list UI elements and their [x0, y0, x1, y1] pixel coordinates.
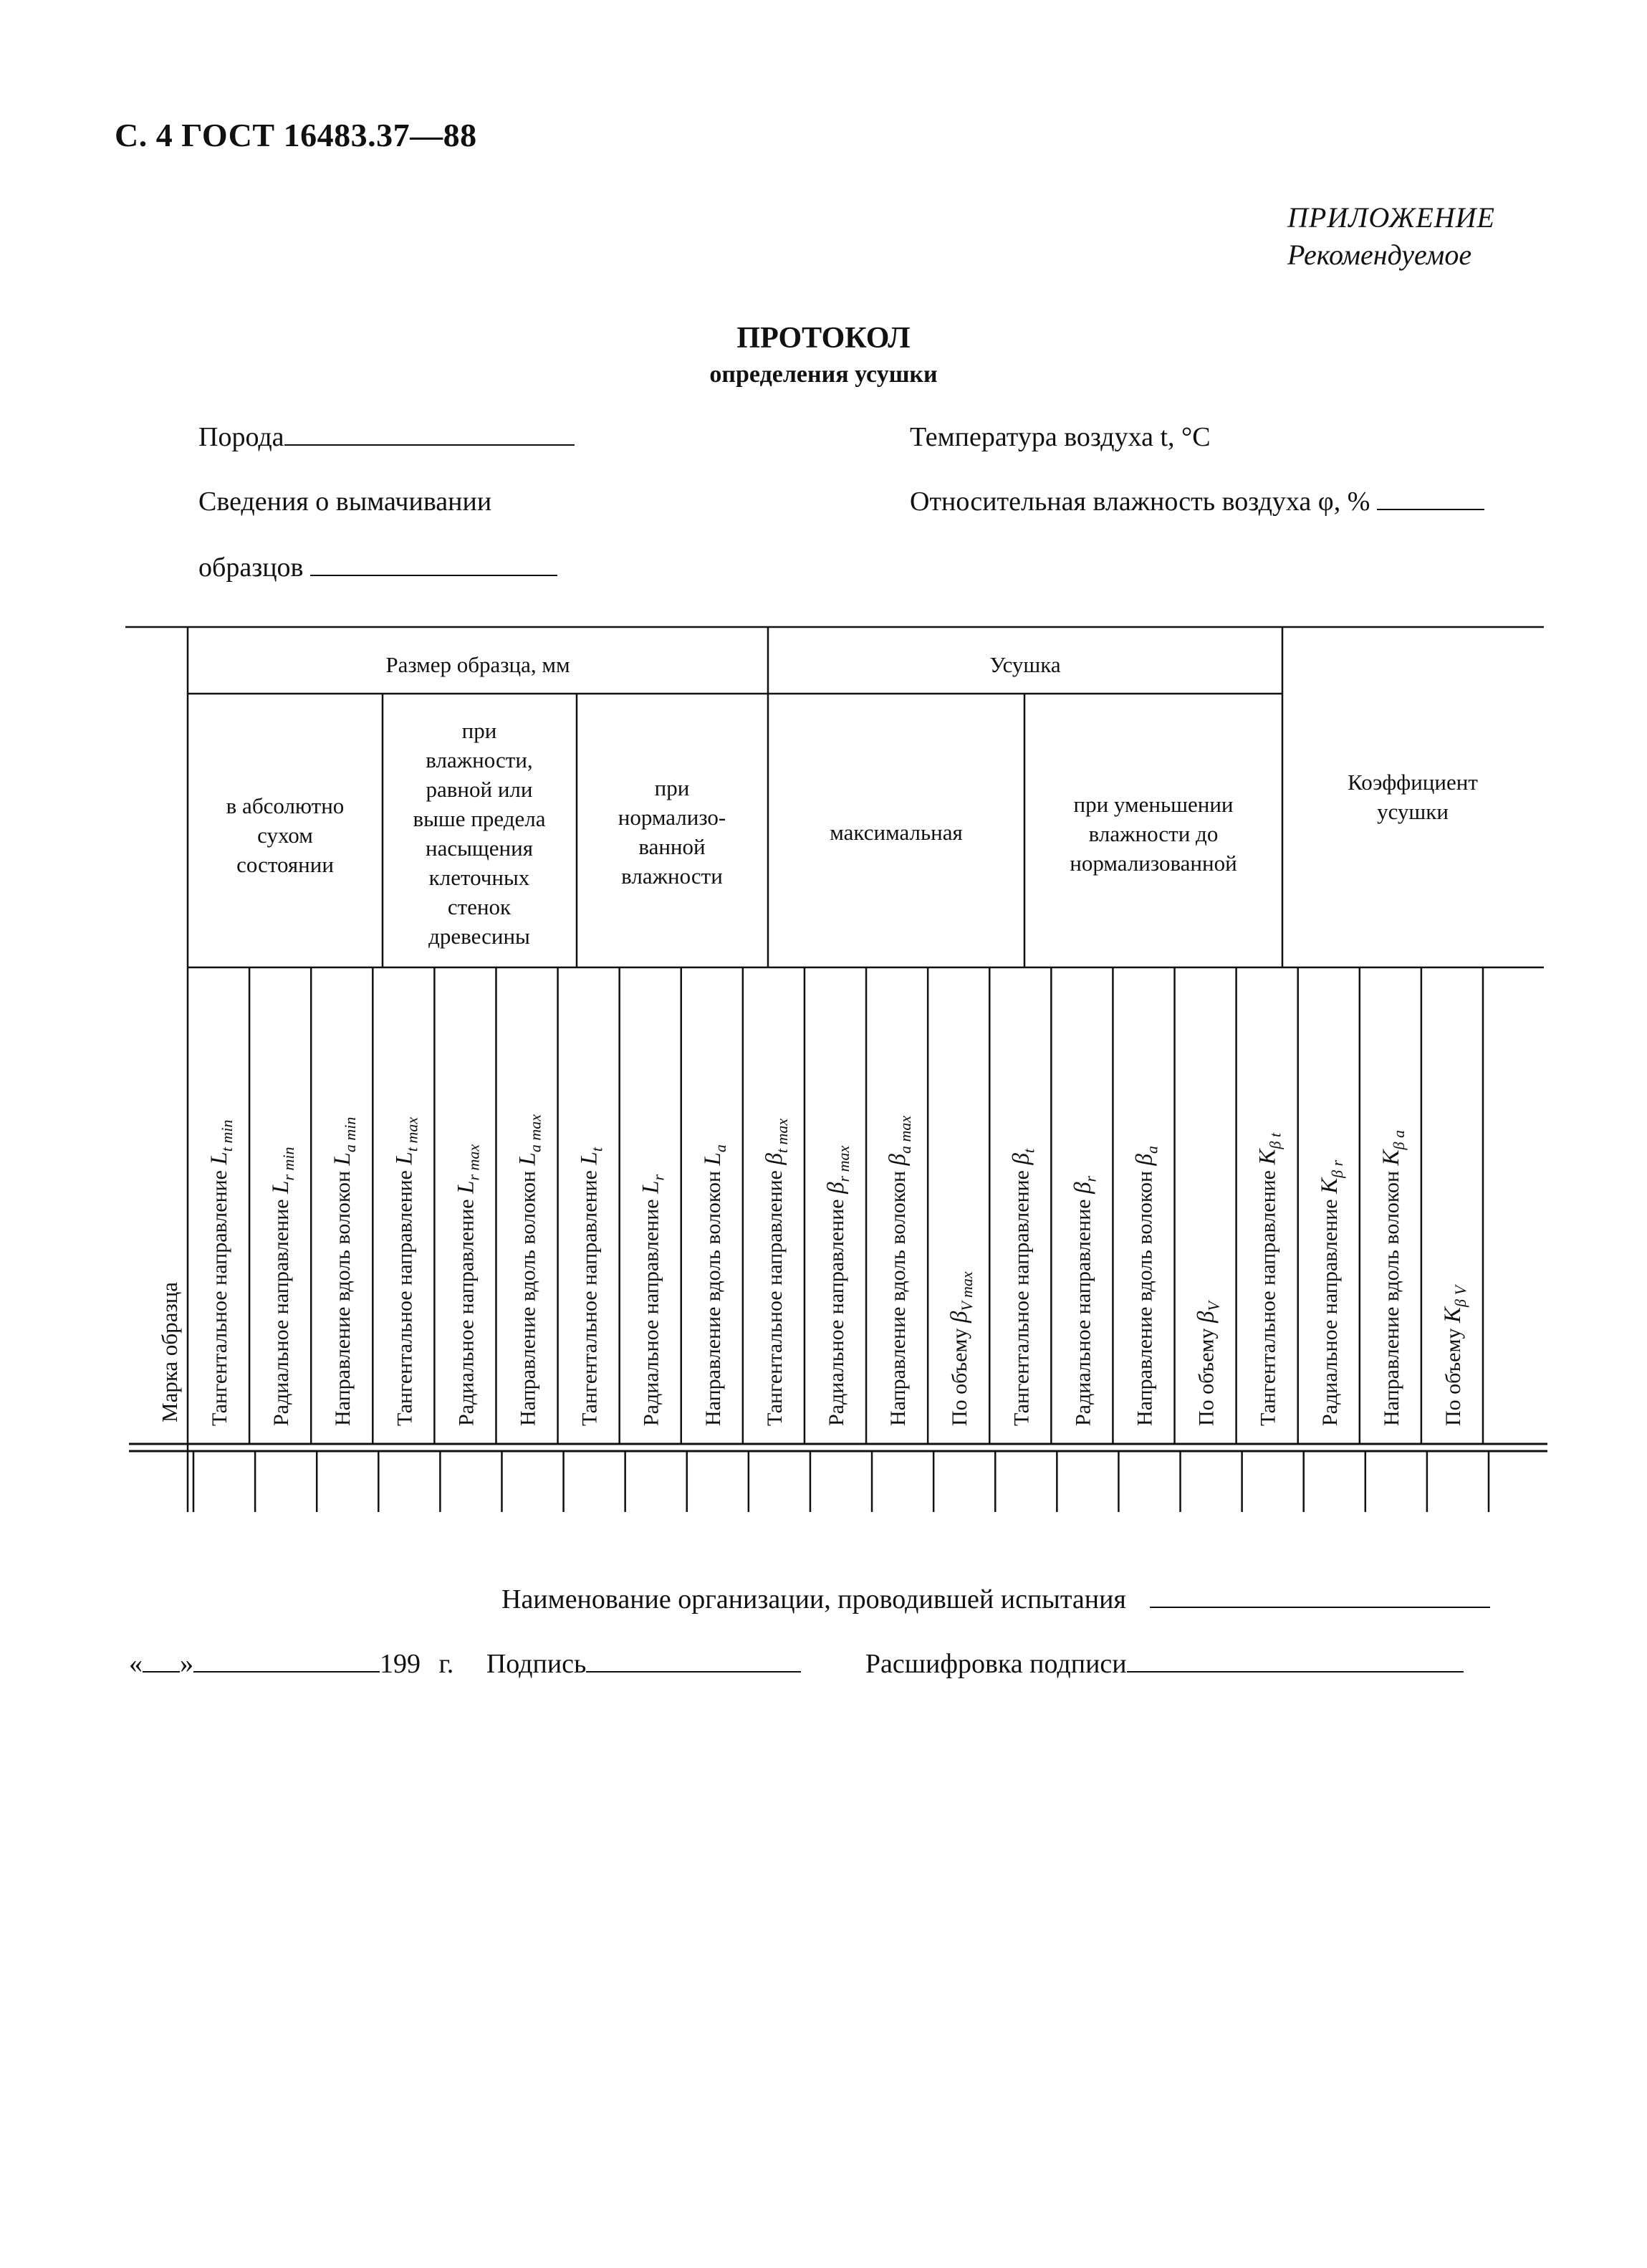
appendix-label: ПРИЛОЖЕНИЕ: [1287, 201, 1495, 234]
column-header: Радиальное направление $\beta_{r max}$: [823, 1145, 853, 1426]
subgroup-reduced: [1070, 792, 1237, 876]
org-field: [501, 1584, 1490, 1615]
subgroup-line: равной или: [426, 777, 533, 802]
air-temp-label: Температура воздуха t, °С: [910, 422, 1211, 452]
subgroup-line: стенок: [447, 894, 512, 919]
column-headers: [206, 1114, 1469, 1426]
subgroup-line: влажности,: [426, 747, 533, 772]
column-header: Радиальное направление $L_{r min}$: [268, 1147, 298, 1426]
soaking-label-1: Сведения о вымачивании: [198, 487, 492, 517]
subgroup-line: при уменьшении: [1073, 792, 1234, 817]
column-header: Тангентальное направление $\beta_t$: [1008, 1148, 1038, 1426]
subgroup-normalized: [618, 775, 726, 889]
column-header: Направление вдоль волокон $K_{\beta a}$: [1378, 1130, 1408, 1426]
org-label: Наименование организации, проводившей испытания: [501, 1584, 1126, 1614]
column-header: Радиальное направление $K_{\beta r}$: [1316, 1159, 1346, 1426]
group-size-header: Размер образца, мм: [385, 652, 570, 677]
date-signature-row: [129, 1648, 1464, 1680]
title-main: ПРОТОКОЛ: [736, 322, 911, 355]
subgroup-line: сухом: [257, 823, 313, 848]
soaking-label-2: образцов: [198, 552, 304, 583]
column-lines: [249, 967, 1489, 1512]
mark-column-header: Марка образца: [157, 1281, 182, 1422]
column-header: Направление вдоль волокон $\beta_a$: [1131, 1146, 1161, 1426]
subgroup-line: нормализованной: [1070, 851, 1237, 876]
subgroup-line: при: [461, 718, 497, 743]
decoding-label: Расшифровка подписи: [865, 1649, 1127, 1679]
year-suffix: г.: [438, 1649, 454, 1679]
column-header: Направление вдоль волокон $L_a$: [699, 1144, 729, 1426]
date-close-quote: »: [180, 1649, 193, 1679]
species-label: Порода: [198, 422, 284, 452]
page-header: С. 4 ГОСТ 16483.37—88: [115, 117, 477, 153]
column-header: Радиальное направление $L_r$: [638, 1174, 668, 1426]
subgroup-saturated: [413, 718, 545, 949]
column-header: Тангентальное направление $\beta_{t max}$: [761, 1118, 791, 1426]
column-header: Направление вдоль волокон $L_{a min}$: [330, 1116, 360, 1426]
column-header: По объему $\beta_V$: [1193, 1301, 1223, 1426]
subgroup-line: клеточных: [428, 865, 530, 890]
column-header: Направление вдоль волокон $L_{a max}$: [514, 1114, 544, 1426]
column-header: Направление вдоль волокон $\beta_{a max}$: [885, 1115, 915, 1426]
column-header: Тангентальное направление $K_{\beta t}$: [1254, 1132, 1285, 1426]
group-shrinkage-header: Усушка: [989, 652, 1061, 677]
group-coef-header: [1348, 770, 1478, 824]
subgroup-line: состоянии: [236, 852, 334, 877]
subgroup-line: выше предела: [413, 806, 546, 831]
column-header: Тангентальное направление $L_{t max}$: [391, 1116, 421, 1426]
day-blank[interactable]: [143, 1650, 180, 1673]
subgroup-max: [830, 820, 962, 845]
column-header: По объему $K_{\beta V}$: [1439, 1286, 1469, 1426]
column-header: Тангентальное направление $L_{t min}$: [206, 1119, 236, 1426]
subgroup-line: максимальная: [830, 820, 963, 845]
subgroup-line: Коэффициент: [1348, 770, 1478, 795]
column-header: По объему $\beta_{V max}$: [946, 1271, 976, 1426]
subgroup-line: нормализо-: [618, 805, 726, 830]
subgroup-line: влажности до: [1088, 821, 1219, 846]
subgroup-line: усушки: [1377, 799, 1449, 824]
subgroup-line: влажности: [621, 863, 723, 889]
subgroup-line: при: [654, 775, 690, 800]
air-humidity-label: Относительная влажность воздуха φ, %: [910, 487, 1370, 517]
signature-blank[interactable]: [586, 1650, 801, 1673]
subgroup-line: ванной: [638, 834, 706, 859]
month-blank[interactable]: [193, 1650, 380, 1673]
column-header: Радиальное направление $\beta_r$: [1070, 1175, 1100, 1426]
subgroup-line: древесины: [428, 924, 530, 949]
decoding-blank[interactable]: [1127, 1650, 1464, 1673]
column-header: Радиальное направление $L_{r max}$: [453, 1144, 483, 1426]
subgroup-line: в абсолютно: [226, 793, 345, 818]
subgroup-dry: [226, 793, 345, 877]
column-header: Тангентальное направление $L_t$: [576, 1147, 606, 1426]
title-sub: определения усушки: [709, 361, 938, 388]
org-blank[interactable]: [1150, 1585, 1490, 1608]
signature-label: Подпись: [486, 1649, 587, 1679]
year-prefix: 199: [380, 1649, 421, 1679]
subgroup-line: насыщения: [425, 836, 534, 861]
date-open-quote: «: [129, 1649, 143, 1679]
appendix-status: Рекомендуемое: [1287, 239, 1472, 271]
